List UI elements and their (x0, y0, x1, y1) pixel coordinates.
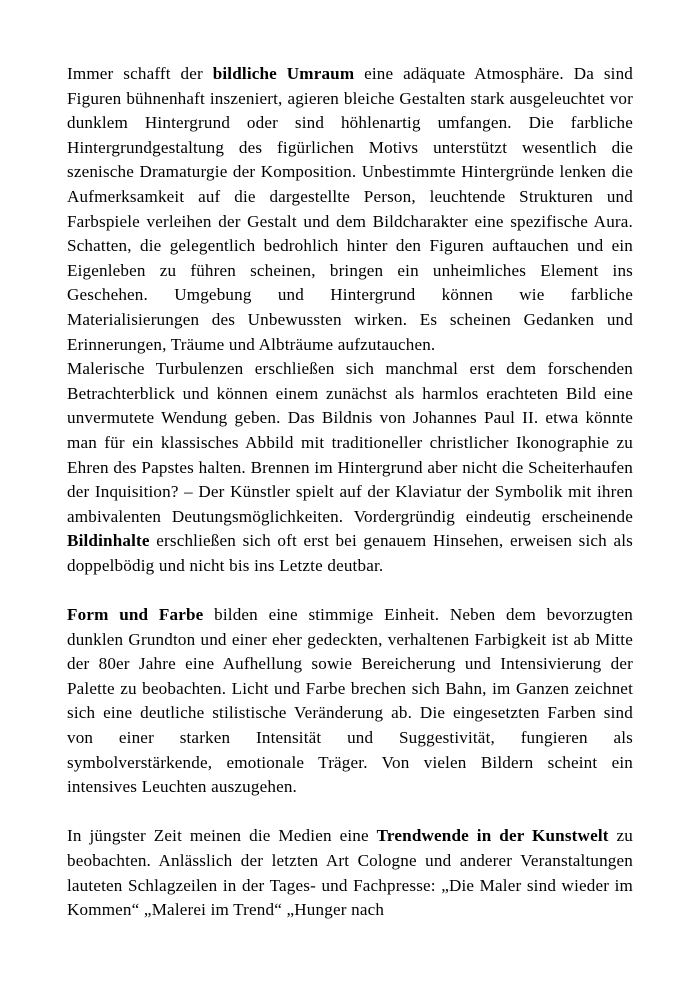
paragraph-4 (67, 824, 633, 922)
text-column (67, 62, 633, 923)
paragraph-1-bold-lead: bildliche Umraum (212, 64, 355, 83)
paragraph-3 (67, 603, 633, 800)
paragraph-3-bold-lead: Form und Farbe (67, 605, 204, 625)
paragraph-2 (67, 357, 633, 578)
paragraph-4-bold-inline: Trendwende in der Kunstwelt (376, 826, 609, 846)
paragraph-1-text-after-bold: eine adäquate Atmosphäre. Da sind Figuren bühnenhaft inszeniert, agieren bleiche Gestalten stark ausgeleuchtet vor dunklem Hintergrund oder sind höhlenartig umfangen. Die farbliche Hintergrundgestaltung des figürlichen Motivs unterstützt wesentlich die szenische Dramaturgie der Komposition. Unbestimmte Hintergründe lenken die Aufmerksamkeit auf die dargestellte Person, leuchtende Strukturen und Farbspiele verleihen der Gestalt und dem Bildcharakter eine spezifische Aura. Schatten, die gelegentlich bedrohlich hinter den Figuren auftauchen und ein Eigenleben zu führen scheinen, bringen ein unheimliches Element ins Geschehen. Umgebung und Hintergrund können wie farbliche Materialisierungen des Unbewussten wirken. Es scheinen Gedanken und Erinnerungen, Träume und Albträume aufzutauchen. (67, 64, 634, 354)
paragraph-1 (67, 62, 633, 357)
paragraph-4-text-before-bold: In jüngster Zeit meinen die Medien eine (67, 826, 377, 846)
paragraph-1-text-before-bold: Immer schafft der (67, 64, 213, 83)
paragraph-4-text-after-bold: zu beobachten. Anlässlich der letzten Art Cologne und anderer Veranstaltungen lauteten Schlagzeilen in der Tages- und Fachpresse: „Die Maler sind wieder im Kommen“ „Malerei im Trend“ „Hunger nach (67, 826, 633, 920)
paragraph-3-text-after-bold: bilden eine stimmige Einheit. Neben dem bevorzugten dunklen Grundton und einer eher gedeckten, verhaltenen Farbigkeit ist ab Mitte der 80er Jahre eine Aufhellung sowie Bereicherung und Intensivierung der Palette zu beobachten. Licht und Farbe brechen sich Bahn, im Ganzen zeichnet sich eine deutliche stilistische Veränderung ab. Die eingesetzten Farben sind von einer starken Intensität und Suggestivität, fungieren als symbolverstärkende, emotionale Träger. Von vielen Bildern scheint ein intensives Leuchten auszugehen. (67, 605, 633, 797)
paragraph-2-text-after-bold: erschließen sich oft erst bei genauem Hinsehen, erweisen sich als doppelbödig und nicht bis ins Letzte deutbar. (67, 531, 633, 575)
paragraph-2-bold-inline: Bildinhalte (67, 531, 150, 551)
paragraph-2-text-before-bold: Malerische Turbulenzen erschließen sich manchmal erst dem forschenden Betrachterblick und können einem zunächst als harmlos erachteten Bild eine unvermutete Wendung geben. Das Bildnis von Johannes Paul II. etwa könnte man für ein klassisches Abbild mit traditioneller christlicher Ikonographie zu Ehren des Papstes halten. Brennen im Hintergrund aber nicht die Scheiterhaufen der Inquisition? – Der Künstler spielt auf der Klaviatur der Symbolik mit ihren ambivalenten Deutungsmöglichkeiten. Vordergründig eindeutig erscheinende (67, 359, 633, 526)
